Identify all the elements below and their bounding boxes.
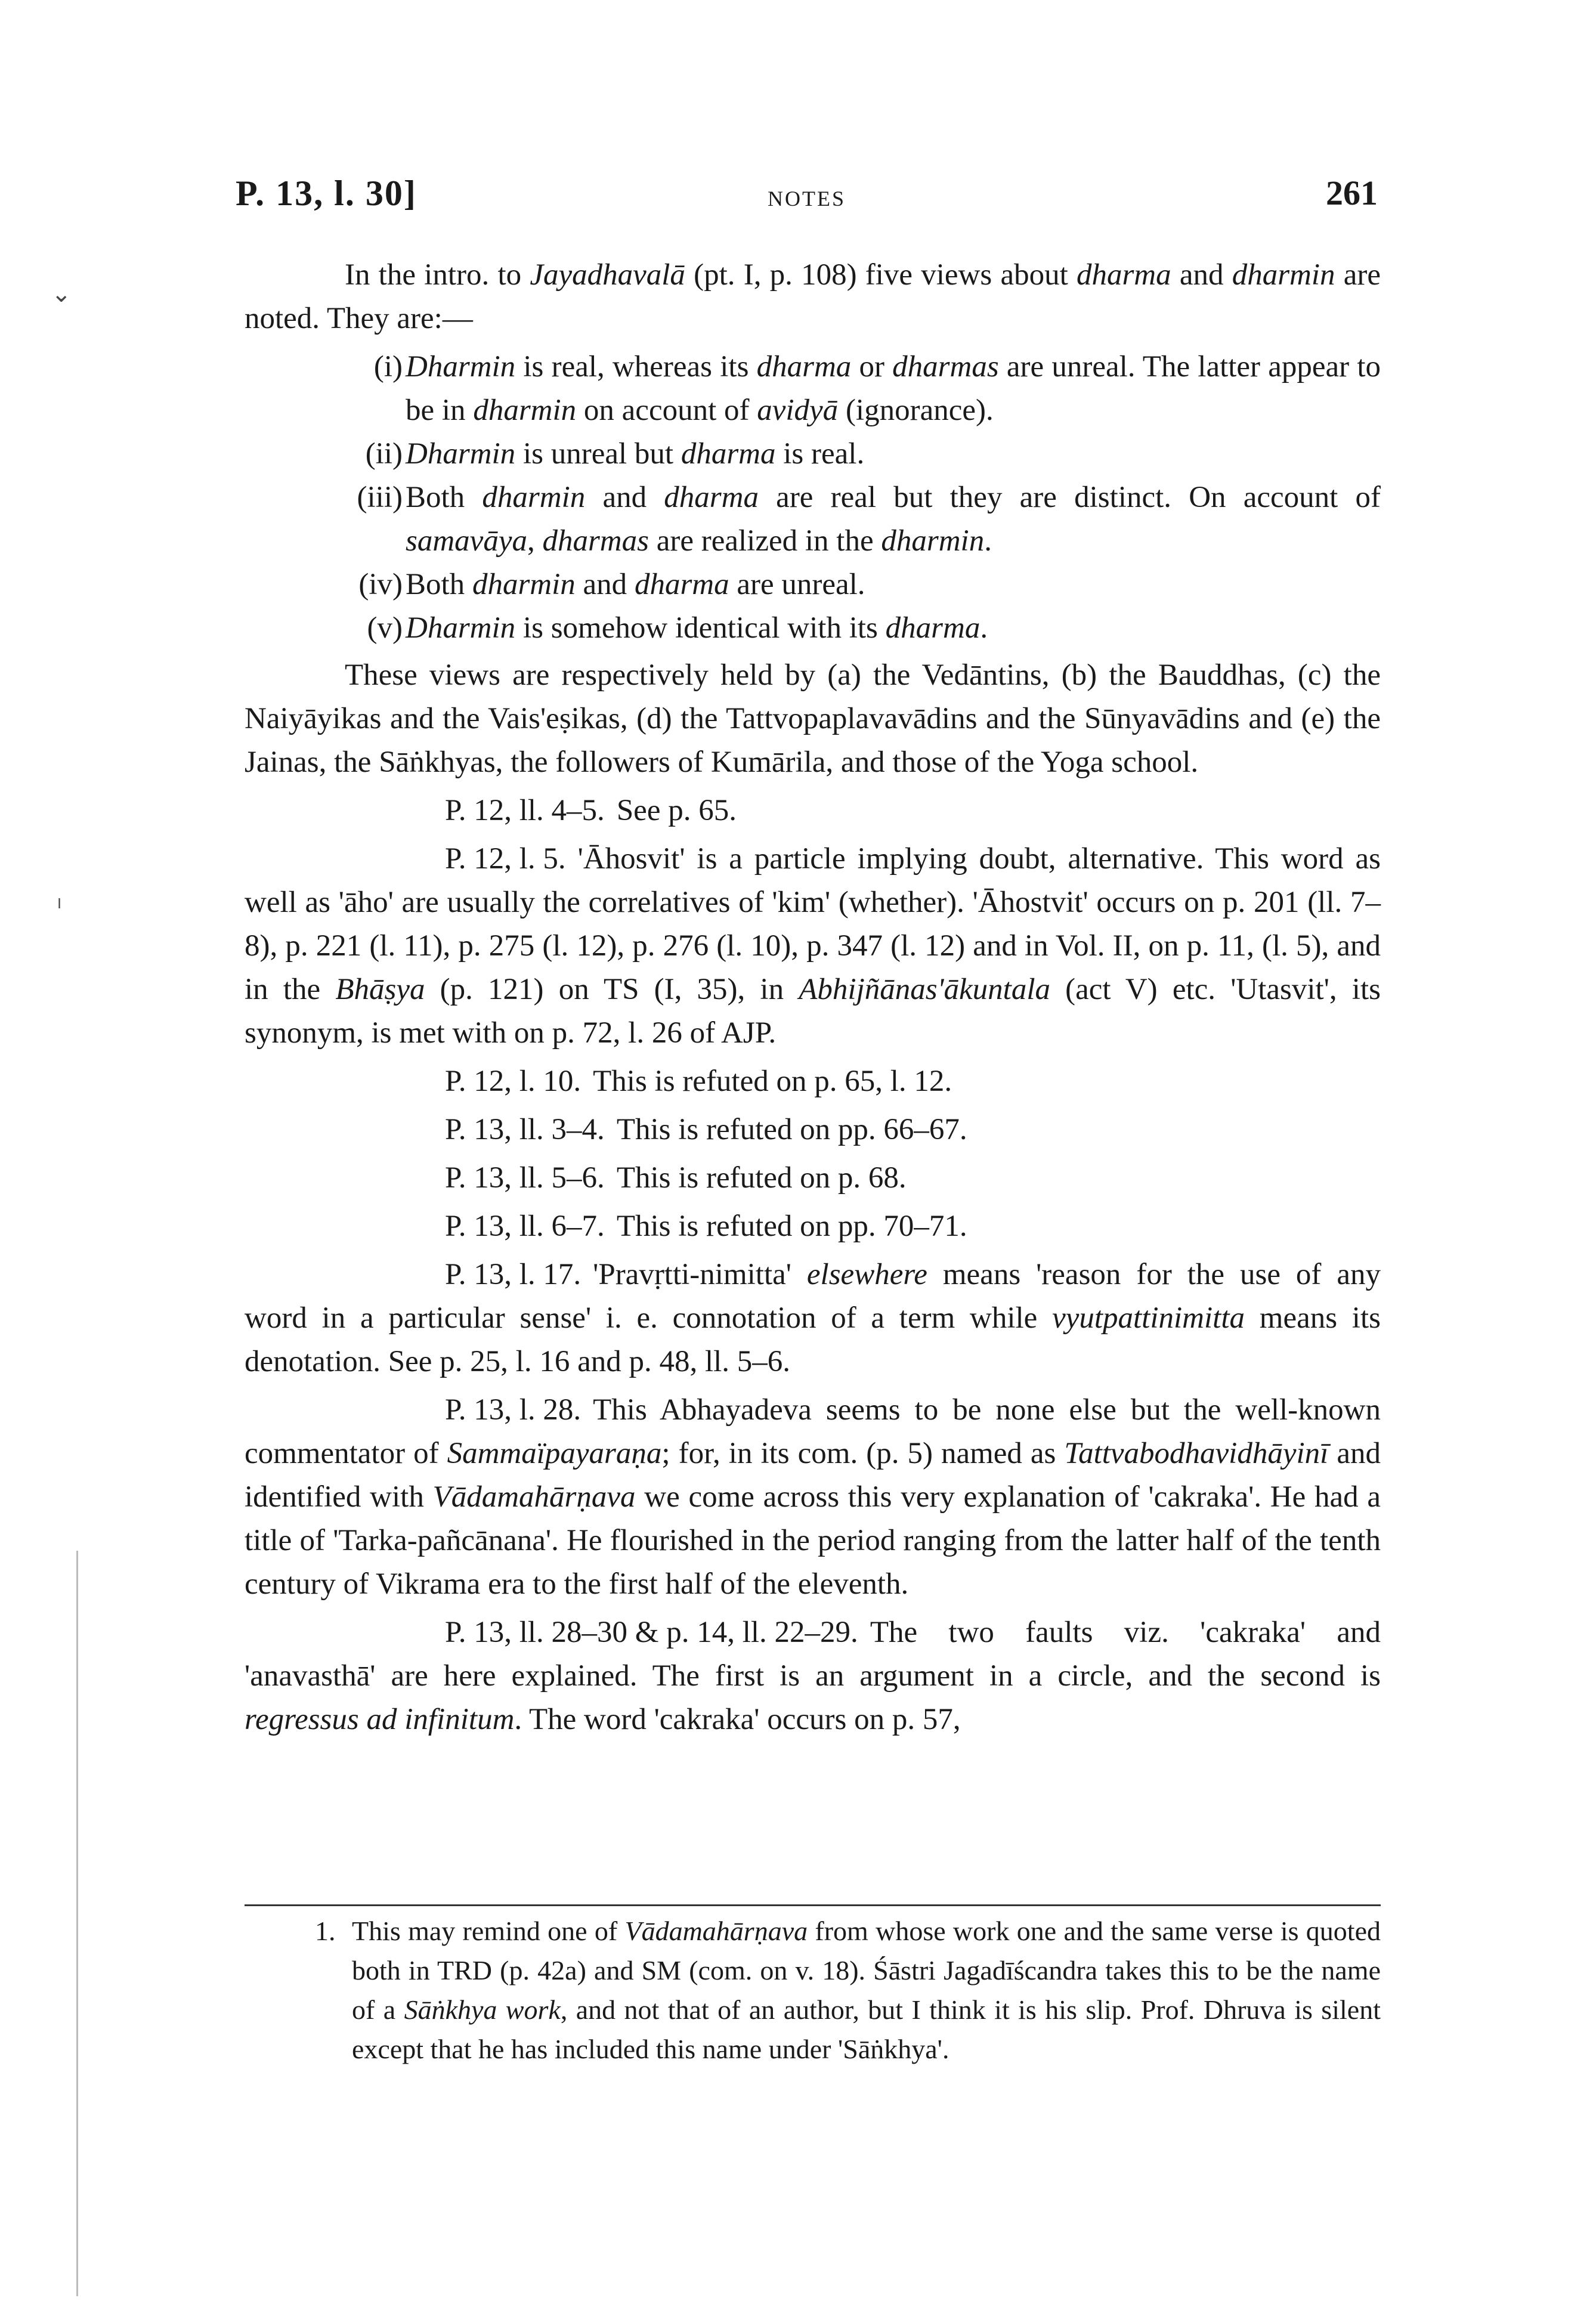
note-p13-l17: P. 13, l. 17. 'Pravṛtti-nimitta' elsewhere means 'reason for the use of any word in a particular sense' i. e. connotation of a term while vyutpattinimitta means its denotation. See p. 25, l. 16 and p. 48, ll. 5–6. — [245, 1253, 1381, 1384]
note-p13-ll5-6: P. 13, ll. 5–6. This is refuted on p. 68. — [245, 1156, 1381, 1200]
note-reference: P. 13, ll. 28–30 & p. 14, ll. 22–29. — [445, 1616, 858, 1649]
note-p12-l10: P. 12, l. 10. This is refuted on p. 65, l. 12. — [245, 1060, 1381, 1103]
note-p13-ll3-4: P. 13, ll. 3–4. This is refuted on pp. 66–67. — [245, 1108, 1381, 1152]
list-item: (iii) Both dharmin and dharma are real but they are distinct. On account of samavāya, dharmas are realized in the dharmin. — [357, 481, 1381, 558]
margin-mark: ⌄ — [51, 280, 72, 308]
views-held-paragraph: These views are respectively held by (a) the Vedāntins, (b) the Bauddhas, (c) the Naiyāyikas and the Vais'eṣikas, (d) the Tattvopaplavavādins and the Sūnyavādins and (e) the Jainas, the Sāṅkhyas, the followers of Kumārila, and those of the Yoga school. — [245, 658, 1381, 779]
footnote: 1. This may remind one of Vādamahārṇava from whose work one and the same verse is quoted both in TRD (p. 42a) and SM (com. on v. 18). Śāstri Jagadīścandra takes this to be the name of a Sāṅkhya work, and not that of an author, but I think it is his slip. Prof. Dhruva is silent except that he has included this name under 'Sāṅkhya'. — [352, 1912, 1381, 2069]
note-reference: P. 13, l. 28. — [445, 1393, 582, 1427]
list-item: (iv) Both dharmin and dharma are unreal. — [358, 568, 865, 601]
list-item: (v) Dharmin is somehow identical with its dharma. — [367, 611, 988, 645]
running-head: P. 13, l. 30] — [236, 174, 417, 213]
footnote-mark: 1. — [315, 1916, 336, 1946]
note-p12-ll4-5: P. 12, ll. 4–5. See p. 65. — [245, 789, 1381, 833]
page-header — [236, 173, 1378, 227]
note-reference: P. 13, l. 17. — [445, 1258, 582, 1291]
intro-paragraph: In the intro. to Jayadhavalā (pt. I, p. 108) five views about dharma and dharmin are noted. They are:— — [245, 258, 1381, 335]
footnote-divider — [245, 1904, 1381, 1906]
note-p12-l5: P. 12, l. 5. 'Āhosvit' is a particle implying doubt, alternative. This word as well as 'āho' are usually the correlatives of 'kim' (whether). 'Āhostvit' occurs on p. 201 (ll. 7–8), p. 221 (l. 11), p. 275 (l. 12), p. 276 (l. 10), p. 347 (l. 12) and in Vol. II, on p. 11, (l. 5), and in the Bhāṣya (p. 121) on TS (I, 35), in Abhijñānas'ākuntala (act V) etc. 'Utasvit', its synonym, is met with on p. 72, l. 26 of AJP. — [245, 837, 1381, 1055]
page-number: 261 — [1326, 174, 1378, 212]
note-reference: P. 13, ll. 5–6. — [445, 1161, 605, 1195]
note-reference: P. 13, ll. 6–7. — [445, 1210, 605, 1243]
views-list — [245, 345, 1381, 650]
note-reference: P. 12, l. 5. — [445, 842, 566, 876]
note-reference: P. 12, ll. 4–5. — [445, 794, 605, 827]
note-p13-l28: P. 13, l. 28. This Abhayadeva seems to be none else but the well-known commentator of Sammaïpayaraṇa; for, in its com. (p. 5) named as Tattvabodhavidhāyinī and identified with Vādamahārṇava we come across this very explanation of 'cakraka'. He had a title of 'Tarka-pañcānana'. He flourished in the period ranging from the latter half of the tenth century of Vikrama era to the first half of the eleventh. — [245, 1388, 1381, 1606]
binding-edge — [76, 1551, 78, 2296]
note-p13-ll6-7: P. 13, ll. 6–7. This is refuted on pp. 70–71. — [245, 1205, 1381, 1248]
note-p13-ll28-30: P. 13, ll. 28–30 & p. 14, ll. 22–29. The two faults viz. 'cakraka' and 'anavasthā' are here explained. The first is an argument in a circle, and the second is regressus ad infinitum. The word 'cakraka' occurs on p. 57, — [245, 1611, 1381, 1742]
list-item: (ii) Dharmin is unreal but dharma is real. — [365, 437, 865, 471]
list-item: (i) Dharmin is real, whereas its dharma or dharmas are unreal. The latter appear to be in dharmin on account of avidyā (ignorance). — [373, 350, 1381, 427]
main-text — [245, 253, 1381, 1746]
note-reference: P. 12, l. 10. — [445, 1065, 582, 1098]
note-reference: P. 13, ll. 3–4. — [445, 1113, 605, 1146]
margin-mark: ˡ — [57, 895, 61, 922]
header-title: NOTES — [768, 187, 846, 211]
